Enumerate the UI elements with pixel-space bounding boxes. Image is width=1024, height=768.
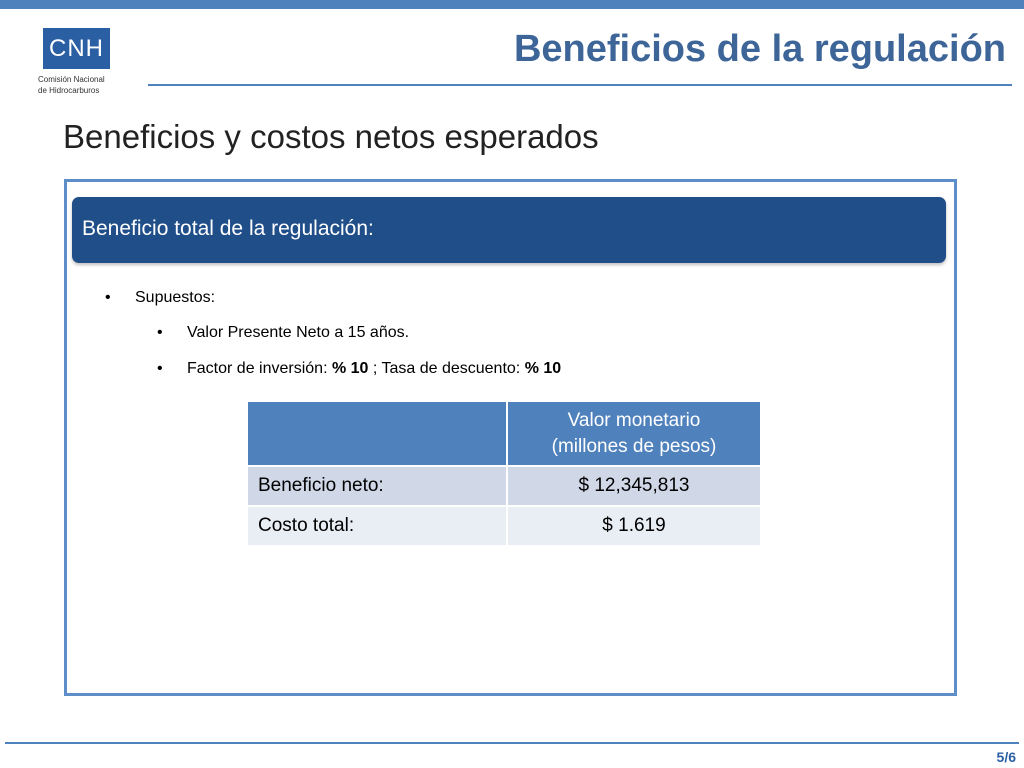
top-accent-bar <box>0 0 1024 9</box>
table-header-empty <box>247 401 507 466</box>
logo-text: CNH <box>49 34 104 62</box>
benefit-banner <box>72 197 946 263</box>
bullet-dot: • <box>157 360 163 377</box>
benefits-table <box>246 400 762 547</box>
bullet-assumptions-text: Supuestos: <box>135 289 216 306</box>
page-title: Beneficios de la regulación <box>513 28 1006 70</box>
cnh-logo <box>43 28 110 69</box>
table-header-value <box>507 401 761 466</box>
table-header-line2: (millones de pesos) <box>551 435 717 457</box>
bullet-npv-text: Valor Presente Neto a 15 años. <box>187 324 410 341</box>
bullet-npv <box>157 324 410 342</box>
table-row-label: Beneficio neto: <box>247 466 507 506</box>
discount-rate-value: % 10 <box>524 360 562 377</box>
bullet-dot: • <box>157 324 163 341</box>
logo-subtitle-line1: Comisión Nacional <box>38 75 105 84</box>
table-row <box>247 466 761 506</box>
table-header-row <box>247 401 761 466</box>
table-row-value: $ 1.619 <box>507 506 761 546</box>
bullet-factors <box>157 360 562 378</box>
bullet-factors-mid: ; Tasa de descuento: <box>368 360 525 377</box>
table-header-line1: Valor monetario <box>567 409 701 431</box>
page-number: 5/6 <box>996 749 1016 765</box>
logo-subtitle <box>38 74 116 96</box>
bullet-dot: • <box>105 289 111 306</box>
investment-factor-value: % 10 <box>331 360 369 377</box>
bullet-assumptions <box>105 289 216 307</box>
table-row-value: $ 12,345,813 <box>507 466 761 506</box>
table-row <box>247 506 761 546</box>
header-divider <box>148 84 1012 86</box>
bullet-factors-prefix: Factor de inversión: <box>187 360 332 377</box>
logo-subtitle-line2: de Hidrocarburos <box>38 86 100 95</box>
benefit-banner-text: Beneficio total de la regulación: <box>82 217 374 240</box>
footer-divider <box>5 742 1019 744</box>
slide-subtitle: Beneficios y costos netos esperados <box>63 118 599 155</box>
table-row-label: Costo total: <box>247 506 507 546</box>
